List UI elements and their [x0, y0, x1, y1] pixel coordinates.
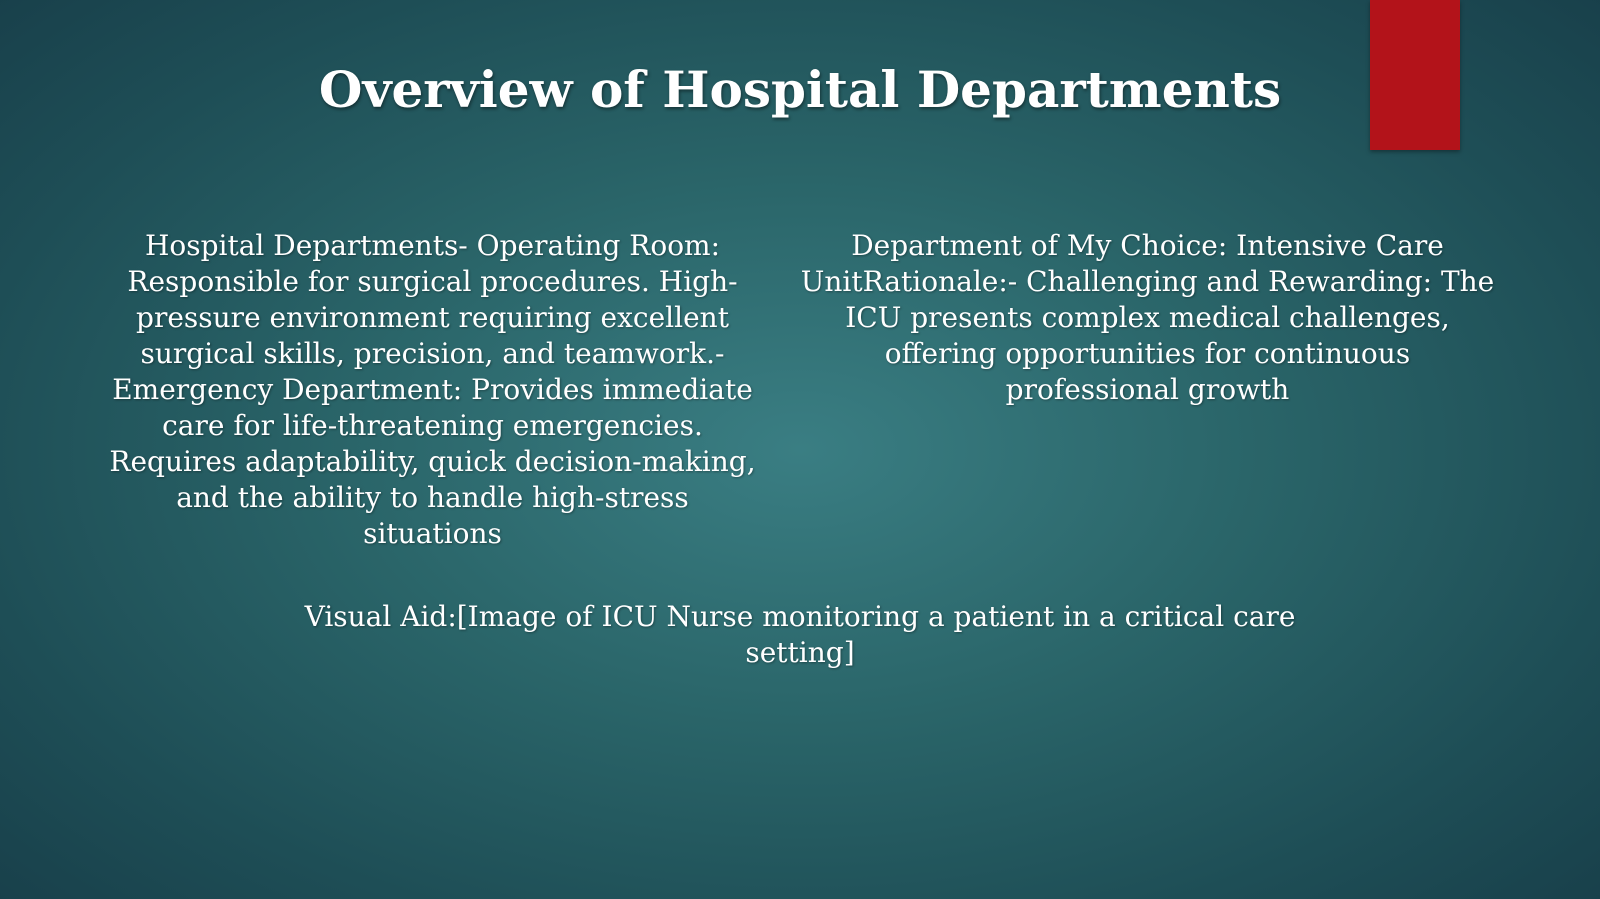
slide-title: Overview of Hospital Departments	[318, 60, 1282, 119]
left-column-text: Hospital Departments- Operating Room: Responsible for surgical procedures. High-pressure environment requiring excellent surgical skills, precision, and teamwork.- Emergency Department: Provides immediate care for life-threatening emergencies. Requires adaptability, quick decision-making, and the ability to handle high-stress situations	[109, 229, 756, 550]
visual-aid-text: Visual Aid:[Image of ICU Nurse monitoring a patient in a critical care setting]	[304, 600, 1296, 669]
right-column-text: Department of My Choice: Intensive Care UnitRationale:- Challenging and Rewarding: The ICU presents complex medical challenges, offering opportunities for continuous professional growth	[800, 229, 1495, 406]
